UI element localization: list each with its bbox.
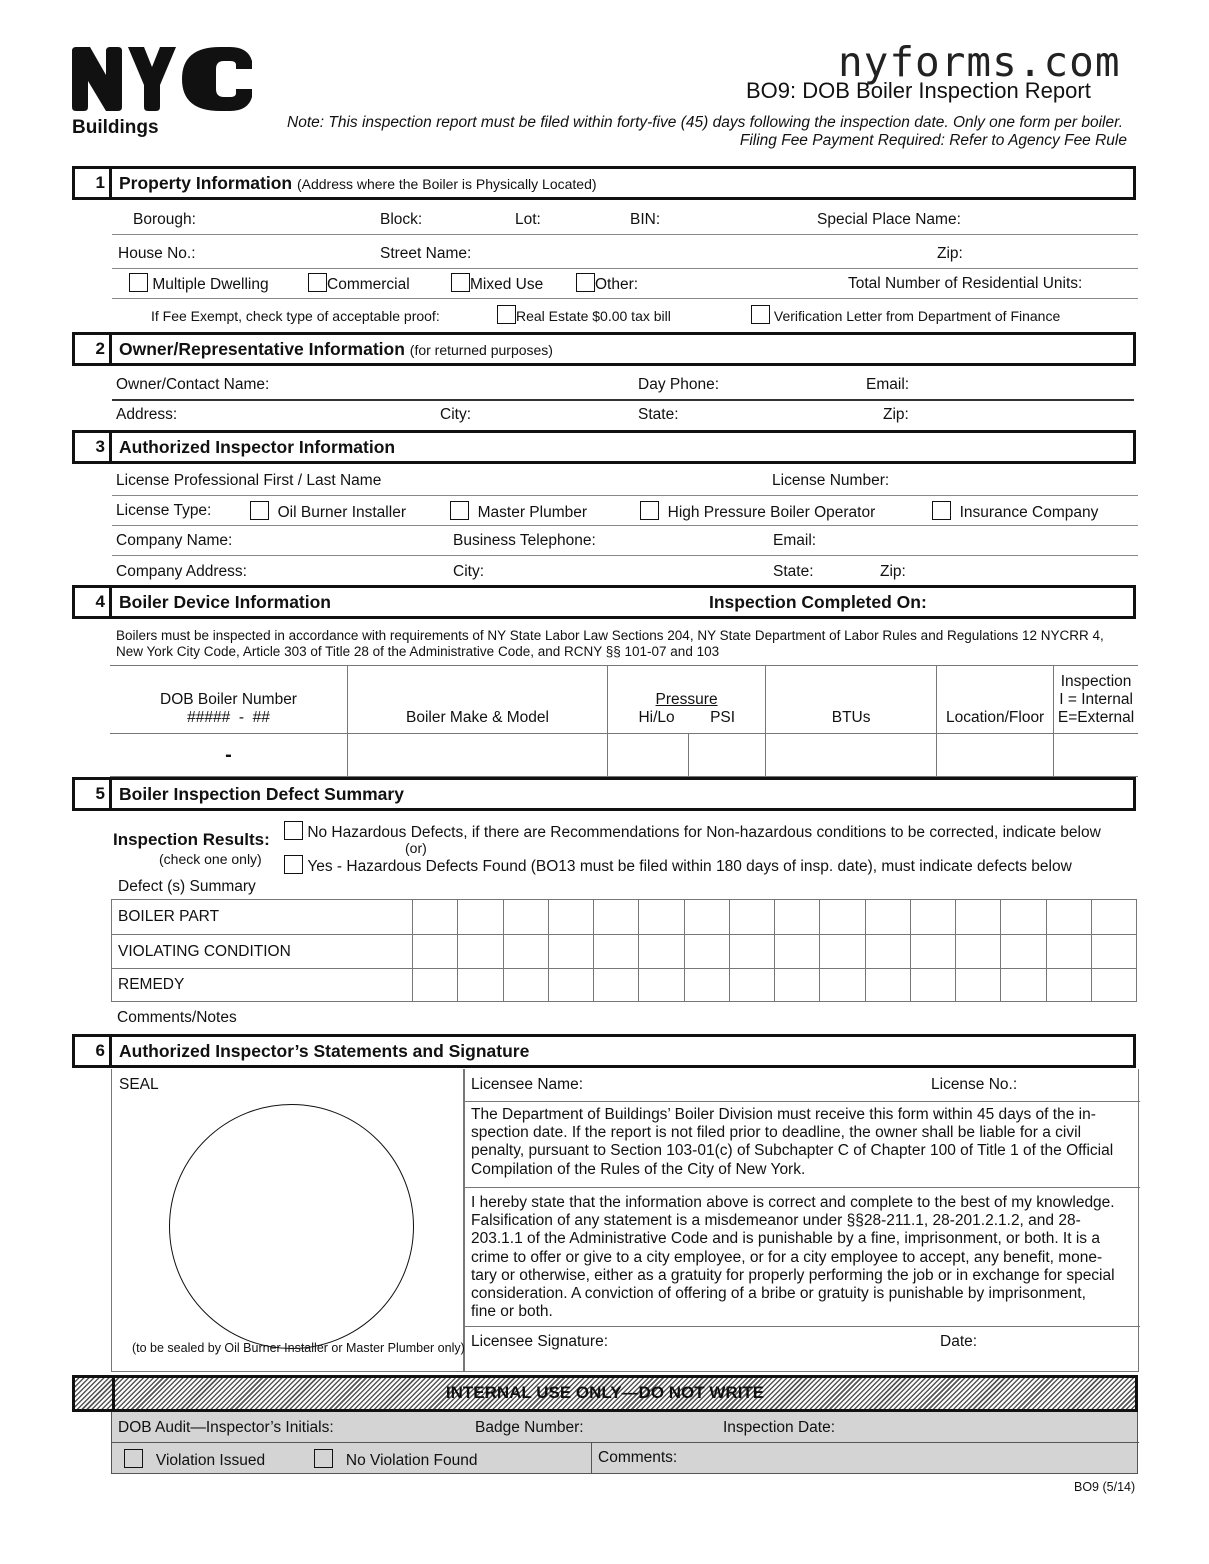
- col-location-floor: Location/Floor: [937, 666, 1054, 734]
- defect-cell[interactable]: [458, 900, 503, 935]
- defect-cell[interactable]: [1046, 969, 1091, 1002]
- inspection-date-field: Inspection Date:: [723, 1419, 836, 1436]
- statement-line: spection date. If the report is not filed prior to deadline, the owner shall be liable for a civil: [471, 1124, 1082, 1142]
- col-label: E=External: [1057, 709, 1135, 726]
- defect-cell[interactable]: [503, 935, 548, 969]
- master-plumber-option[interactable]: [450, 501, 587, 522]
- section-4-header: [72, 585, 1136, 619]
- table-row: [110, 734, 1138, 777]
- commercial-option[interactable]: [308, 273, 410, 294]
- defect-cell[interactable]: [865, 900, 910, 935]
- no-hazardous-option[interactable]: [284, 821, 1101, 842]
- defect-cell[interactable]: [594, 900, 639, 935]
- defect-row-violating-condition: [112, 935, 1137, 969]
- col-hilo: Hi/Lo: [638, 709, 675, 726]
- logo-buildings-text: Buildings: [72, 117, 159, 138]
- seal-box: [111, 1069, 464, 1372]
- defect-cell[interactable]: [413, 900, 458, 935]
- section-title: Boiler Device Information: [119, 592, 331, 612]
- defect-cell[interactable]: [458, 969, 503, 1002]
- defect-cell[interactable]: [413, 935, 458, 969]
- defect-cell[interactable]: [910, 969, 955, 1002]
- business-telephone-field[interactable]: Business Telephone:: [453, 532, 596, 549]
- section-title-text: Property Information: [119, 173, 293, 193]
- section-6-header: [72, 1034, 1136, 1068]
- section-number: 2: [75, 335, 112, 363]
- option-label: Commercial: [327, 276, 410, 293]
- section-title: Authorized Inspector’s Statements and Signature: [119, 1041, 530, 1061]
- yes-hazardous-option[interactable]: [284, 855, 1072, 876]
- col-boiler-make-model: Boiler Make & Model: [348, 666, 608, 734]
- internal-use-area: [111, 1412, 1138, 1474]
- checkbox[interactable]: [451, 273, 470, 292]
- statement-line: I hereby state that the information above is correct and complete to the best of my knowledge.: [471, 1194, 1115, 1211]
- inspection-completed-field[interactable]: Inspection Completed On:: [709, 592, 927, 612]
- block-field[interactable]: Block:: [380, 211, 423, 228]
- seal-circle: [169, 1104, 414, 1349]
- defect-cell[interactable]: [820, 969, 865, 1002]
- section-subtitle: (for returned purposes): [409, 342, 553, 358]
- defect-cell[interactable]: [1001, 900, 1046, 935]
- checkbox[interactable]: [284, 855, 303, 874]
- requirements-text: Boilers must be inspected in accordance with requirements of NY State Labor Law Sections 204, NY State Department of Labor Rules and Regulations 12 NYCRR 4,: [116, 628, 1104, 643]
- oil-burner-option[interactable]: [250, 501, 406, 522]
- section-title: Boiler Inspection Defect Summary: [119, 784, 404, 804]
- section-1-header: [72, 166, 1136, 200]
- btus-input[interactable]: [766, 734, 937, 777]
- section-number: 1: [75, 169, 112, 197]
- checkbox[interactable]: [932, 501, 951, 520]
- defect-cell[interactable]: [956, 969, 1001, 1002]
- form-version: BO9 (5/14): [1074, 1480, 1136, 1494]
- checkbox[interactable]: [308, 273, 327, 292]
- watermark: nyforms.com: [838, 38, 1121, 86]
- defect-cell[interactable]: [729, 900, 774, 935]
- defect-cell[interactable]: [729, 969, 774, 1002]
- violation-issued-option: [124, 1449, 265, 1470]
- zip-field[interactable]: Zip:: [937, 245, 963, 262]
- checkbox: [124, 1449, 143, 1468]
- defect-cell[interactable]: [503, 969, 548, 1002]
- seal-label: SEAL: [119, 1076, 159, 1093]
- defect-cell[interactable]: [956, 900, 1001, 935]
- section-number: 4: [75, 588, 112, 616]
- borough-field[interactable]: Borough:: [133, 211, 196, 228]
- other-option[interactable]: [576, 273, 638, 294]
- checkbox[interactable]: [497, 305, 516, 324]
- defect-cell[interactable]: [1046, 935, 1091, 969]
- house-no-field[interactable]: House No.:: [118, 245, 196, 262]
- checkbox[interactable]: [751, 305, 770, 324]
- defect-cell[interactable]: [458, 935, 503, 969]
- statement-line: The Department of Buildings’ Boiler Division must receive this form within 45 days of the in-: [471, 1106, 1096, 1123]
- defect-cell[interactable]: [413, 969, 458, 1002]
- col-pressure: [608, 666, 766, 734]
- checkbox: [314, 1449, 333, 1468]
- section-title: [119, 169, 597, 198]
- certification-statement: [471, 1194, 1115, 1321]
- section-5-header: [72, 777, 1136, 811]
- statement-line: tary or otherwise, either as a gratuity for properly performing the job or in exchange for special: [471, 1266, 1115, 1284]
- defect-cell[interactable]: [639, 935, 684, 969]
- fee-exempt-label: If Fee Exempt, check type of acceptable proof:: [151, 308, 440, 324]
- defect-cell[interactable]: [1046, 900, 1091, 935]
- defect-cell[interactable]: [775, 969, 820, 1002]
- statement-box: [464, 1069, 1139, 1372]
- defect-cell[interactable]: [1091, 935, 1136, 969]
- divider: [465, 1101, 1140, 1102]
- defect-cell[interactable]: [548, 900, 593, 935]
- defect-cell[interactable]: [775, 900, 820, 935]
- company-email-field[interactable]: Email:: [773, 532, 817, 549]
- section-number: 3: [75, 433, 112, 461]
- defect-summary-label: Defect (s) Summary: [118, 878, 256, 895]
- defect-cell[interactable]: [1091, 969, 1136, 1002]
- header-fee-note: Filing Fee Payment Required: Refer to Agency Fee Rule: [739, 132, 1127, 149]
- mixed-use-option[interactable]: [451, 273, 543, 294]
- internal-comments-field: Comments:: [598, 1449, 678, 1466]
- divider: [112, 525, 1138, 526]
- defect-cell[interactable]: [775, 935, 820, 969]
- licensee-signature-field[interactable]: Licensee Signature:: [471, 1333, 609, 1350]
- row-label: REMEDY: [112, 969, 413, 1002]
- checkbox[interactable]: [129, 273, 148, 292]
- defect-cell[interactable]: [820, 900, 865, 935]
- col-label: I = Internal: [1059, 691, 1133, 708]
- option-label: Insurance Company: [959, 504, 1099, 521]
- row-label: BOILER PART: [112, 900, 413, 935]
- defect-cell[interactable]: [684, 935, 729, 969]
- option-label: Verification Letter from Department of Finance: [773, 308, 1061, 324]
- divider: [465, 1326, 1140, 1327]
- section-subtitle: (Address where the Boiler is Physically Located): [296, 176, 597, 192]
- high-pressure-option[interactable]: [640, 501, 875, 522]
- col-dob-boiler-number: [110, 666, 348, 734]
- option-label: Mixed Use: [470, 276, 544, 293]
- section-title: Authorized Inspector Information: [119, 437, 396, 457]
- pressure-hilo-input[interactable]: [608, 734, 689, 777]
- verification-letter-option[interactable]: [751, 305, 1060, 324]
- defect-cell[interactable]: [548, 969, 593, 1002]
- defect-cell[interactable]: [639, 900, 684, 935]
- seal-note: (to be sealed by Oil Burner Installer or Master Plumber only): [132, 1341, 465, 1355]
- special-place-field[interactable]: Special Place Name:: [817, 211, 961, 228]
- defect-cell[interactable]: [956, 935, 1001, 969]
- defect-row-remedy: [112, 969, 1137, 1002]
- divider: [112, 1442, 1139, 1443]
- row-label: VIOLATING CONDITION: [112, 935, 413, 969]
- company-zip-field[interactable]: Zip:: [880, 563, 906, 580]
- statement-line: consideration. A conviction of offering of a bribe or gratuity is punishable by imprisonment,: [471, 1285, 1086, 1303]
- defect-summary-table: [111, 899, 1137, 1002]
- residential-units-field[interactable]: Total Number of Residential Units:: [848, 275, 1083, 292]
- owner-city-field[interactable]: City:: [440, 406, 471, 423]
- option-label: High Pressure Boiler Operator: [667, 504, 876, 521]
- boiler-device-table: [110, 665, 1138, 777]
- boiler-make-input[interactable]: [348, 734, 608, 777]
- header-note: Note: This inspection report must be filed within forty-five (45) days following the inspection date. Only one form per boiler.: [287, 114, 1123, 131]
- defect-cell[interactable]: [910, 935, 955, 969]
- owner-zip-field[interactable]: Zip:: [883, 406, 909, 423]
- checkbox[interactable]: [284, 821, 303, 840]
- checkbox[interactable]: [250, 501, 269, 520]
- defect-cell[interactable]: [865, 969, 910, 1002]
- statement-line: Compilation of the Rules of the City of New York.: [471, 1160, 806, 1178]
- company-name-field[interactable]: Company Name:: [116, 532, 233, 549]
- statement-line: fine or both.: [471, 1303, 553, 1321]
- defect-cell[interactable]: [639, 969, 684, 1002]
- defect-cell[interactable]: [1001, 935, 1046, 969]
- col-format: ##### - ##: [187, 709, 270, 726]
- bin-field[interactable]: BIN:: [630, 211, 661, 228]
- checkbox[interactable]: [640, 501, 659, 520]
- section-2-header: [72, 332, 1136, 366]
- defect-cell[interactable]: [594, 935, 639, 969]
- internal-use-banner: [72, 1375, 1138, 1412]
- owner-state-field[interactable]: State:: [638, 406, 679, 423]
- defect-cell[interactable]: [910, 900, 955, 935]
- col-sublabels: [609, 709, 764, 727]
- option-label: Yes - Hazardous Defects Found (BO13 must be filed within 180 days of insp. date), must indicate defects below: [307, 858, 1072, 875]
- check-one-note: (check one only): [159, 851, 262, 867]
- license-type-label: License Type:: [116, 502, 212, 519]
- lot-field[interactable]: Lot:: [515, 211, 541, 228]
- street-name-field[interactable]: Street Name:: [380, 245, 472, 262]
- signature-date-field[interactable]: Date:: [940, 1333, 978, 1350]
- nyc-logo: [70, 45, 256, 138]
- col-label: Pressure: [655, 691, 718, 708]
- dob-boiler-number-input[interactable]: -: [110, 734, 348, 777]
- company-state-field[interactable]: State:: [773, 563, 814, 580]
- defect-cell[interactable]: [684, 900, 729, 935]
- divider: [465, 1187, 1140, 1188]
- license-number-field[interactable]: License Number:: [772, 472, 890, 489]
- checkbox[interactable]: [450, 501, 469, 520]
- multiple-dwelling-option[interactable]: [129, 273, 269, 294]
- section-title-text: Owner/Representative Information: [119, 339, 405, 359]
- option-label: Other:: [595, 276, 639, 293]
- company-address-field[interactable]: Company Address:: [116, 563, 247, 580]
- defect-row-boiler-part: [112, 900, 1137, 935]
- statement-line: Falsification of any statement is a misdemeanor under §§28-211.1, 28-201.2.1.2, and 28-: [471, 1212, 1081, 1230]
- divider: [112, 234, 1138, 235]
- checkbox[interactable]: [576, 273, 595, 292]
- statement-line: penalty, pursuant to Section 103-01(c) of Subchapter C of Chapter 100 of Title 1 of the Official: [471, 1142, 1114, 1160]
- statement-line: 203.1.1 of the Administrative Code and is punishable by a fine, imprisonment, or both. It is a: [471, 1230, 1100, 1248]
- divider: [112, 298, 1138, 299]
- filing-statement: [471, 1106, 1113, 1179]
- option-label: No Hazardous Defects, if there are Recommendations for Non-hazardous conditions to be corrected, indicate below: [307, 824, 1101, 841]
- inspection-results-label: Inspection Results:: [113, 830, 270, 849]
- owner-email-field[interactable]: Email:: [866, 376, 910, 393]
- option-label: Oil Burner Installer: [277, 504, 406, 521]
- day-phone-field[interactable]: Day Phone:: [638, 376, 719, 393]
- option-label: Master Plumber: [477, 504, 588, 521]
- owner-address-field[interactable]: Address:: [116, 406, 178, 423]
- banner-text: INTERNAL USE ONLY—DO NOT WRITE: [445, 1383, 765, 1402]
- defect-cell[interactable]: [684, 969, 729, 1002]
- defect-cell[interactable]: [1001, 969, 1046, 1002]
- defect-cell[interactable]: [865, 935, 910, 969]
- badge-number-field: Badge Number:: [475, 1419, 584, 1436]
- section-3-header: [72, 430, 1136, 464]
- comments-notes-field[interactable]: Comments/Notes: [117, 1009, 237, 1026]
- section-number: 6: [75, 1037, 112, 1065]
- form-title: BO9: DOB Boiler Inspection Report: [746, 78, 1091, 103]
- col-label: Inspection: [1060, 673, 1132, 690]
- defect-cell[interactable]: [548, 935, 593, 969]
- license-professional-name-field[interactable]: License Professional First / Last Name: [116, 472, 382, 489]
- licensee-name-field[interactable]: Licensee Name:: [471, 1076, 584, 1093]
- or-label: (or): [405, 840, 427, 856]
- divider: [112, 399, 1134, 401]
- col-inspection-type: [1054, 666, 1138, 734]
- owner-name-field[interactable]: Owner/Contact Name:: [116, 376, 270, 393]
- insurance-company-option[interactable]: [932, 501, 1098, 522]
- defect-cell[interactable]: [1091, 900, 1136, 935]
- location-input[interactable]: [937, 734, 1054, 777]
- requirements-text-2: New York City Code, Article 303 of Title 28 of the Administrative Code, and RCNY §§ 101-07 and 103: [116, 644, 720, 659]
- defect-cell[interactable]: [594, 969, 639, 1002]
- company-city-field[interactable]: City:: [453, 563, 484, 580]
- audit-initials-field: DOB Audit—Inspector’s Initials:: [118, 1419, 334, 1436]
- divider: [112, 268, 1138, 269]
- license-no-field[interactable]: License No.:: [931, 1076, 1018, 1093]
- table-header-row: [110, 666, 1138, 734]
- section-title: [119, 335, 553, 364]
- col-btus: BTUs: [766, 666, 937, 734]
- option-label: No Violation Found: [345, 1452, 478, 1469]
- real-estate-option[interactable]: [497, 305, 671, 324]
- vertical-divider: [591, 1442, 592, 1473]
- col-label: DOB Boiler Number: [160, 691, 297, 708]
- inspection-type-input[interactable]: [1054, 734, 1138, 777]
- divider: [112, 555, 1138, 556]
- defect-cell[interactable]: [820, 935, 865, 969]
- no-violation-option: [314, 1449, 477, 1470]
- col-psi: PSI: [710, 709, 736, 726]
- statement-line: crime to offer or give to a city employee, or for a city employee to accept, any benefit, mone-: [471, 1248, 1103, 1266]
- option-label: Violation Issued: [155, 1452, 266, 1469]
- pressure-psi-input[interactable]: [689, 734, 766, 777]
- defect-cell[interactable]: [503, 900, 548, 935]
- section-number: 5: [75, 780, 112, 808]
- option-label: Real Estate $0.00 tax bill: [516, 308, 671, 324]
- option-label: Multiple Dwelling: [152, 276, 269, 293]
- nyc-logo-mark: [70, 45, 256, 115]
- divider: [112, 495, 1138, 496]
- defect-cell[interactable]: [729, 935, 774, 969]
